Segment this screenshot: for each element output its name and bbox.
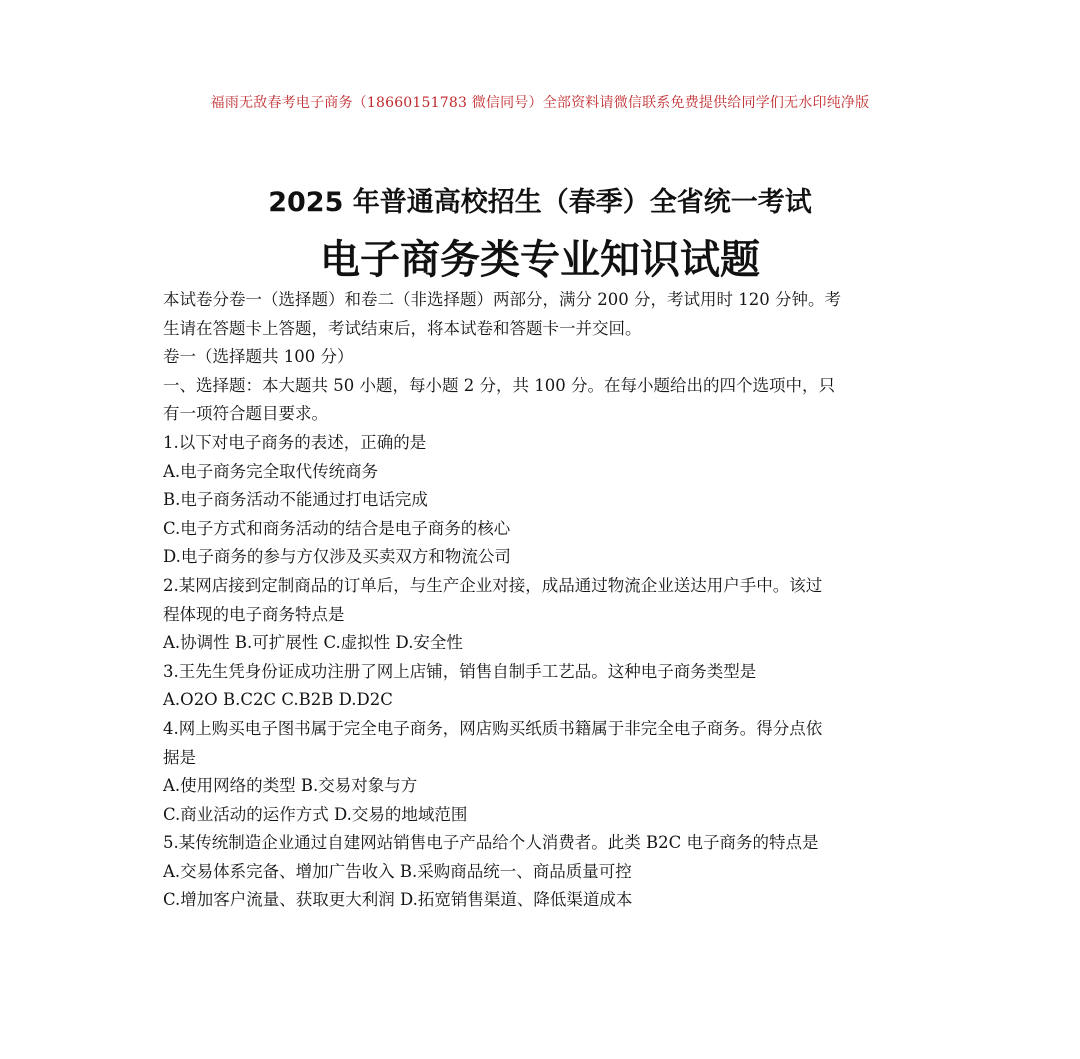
watermark-banner: 福雨无敌春考电子商务（18660151783 微信同号）全部资料请微信联系免费提供给同学们无水印纯净版 <box>210 95 870 111</box>
intro-line: 本试卷分卷一（选择题）和卷二（非选择题）两部分，满分 200 分，考试用时 120 分钟。考 <box>163 290 841 309</box>
question-1-option: D.电子商务的参与方仅涉及买卖双方和物流公司 <box>163 547 511 567</box>
exam-content <box>163 286 923 915</box>
question-2-stem: 2.某网店接到定制商品的订单后，与生产企业对接，成品通过物流企业送达用户手中。该过 <box>163 575 823 595</box>
question-5-option: A.交易体系完备、增加广告收入 B.采购商品统一、商品质量可控 <box>163 861 632 881</box>
question-4-option: C.商业活动的运作方式 D.交易的地域范围 <box>163 804 468 824</box>
question-1-option: B.电子商务活动不能通过打电话完成 <box>163 490 428 510</box>
section-heading: 卷一（选择题共 100 分） <box>163 347 354 367</box>
question-1-stem: 1.以下对电子商务的表述，正确的是 <box>163 432 427 452</box>
question-1-option: C.电子方式和商务活动的结合是电子商务的核心 <box>163 518 511 538</box>
question-5-stem: 5.某传统制造企业通过自建网站销售电子产品给个人消费者。此类 B2C 电子商务的特点是 <box>163 833 819 853</box>
question-2-stem: 程体现的电子商务特点是 <box>163 604 345 624</box>
question-4-stem: 4.网上购买电子图书属于完全电子商务，网店购买纸质书籍属于非完全电子商务。得分点依 <box>163 718 823 738</box>
question-4-stem: 据是 <box>163 747 196 767</box>
question-4-option: A.使用网络的类型 B.交易对象与方 <box>163 776 418 796</box>
instructions-line: 有一项符合题目要求。 <box>163 404 328 424</box>
question-5-option: C.增加客户流量、获取更大利润 D.拓宽销售渠道、降低渠道成本 <box>163 890 633 910</box>
question-3-stem: 3.王先生凭身份证成功注册了网上店铺，销售自制手工艺品。这种电子商务类型是 <box>163 661 757 681</box>
question-1-option: A.电子商务完全取代传统商务 <box>163 461 379 481</box>
exam-subtitle: 电子商务类专业知识试题 <box>320 237 760 283</box>
question-3-options: A.O2O B.C2C C.B2B D.D2C <box>163 690 393 710</box>
intro-line: 生请在答题卡上答题，考试结束后，将本试卷和答题卡一并交回。 <box>163 318 642 338</box>
exam-title: 2025 年普通高校招生（春季）全省统一考试 <box>268 187 812 218</box>
question-2-options: A.协调性 B.可扩展性 C.虚拟性 D.安全性 <box>163 633 463 653</box>
instructions-line: 一、选择题：本大题共 50 小题，每小题 2 分，共 100 分。在每小题给出的四个选项中，只 <box>163 375 835 395</box>
